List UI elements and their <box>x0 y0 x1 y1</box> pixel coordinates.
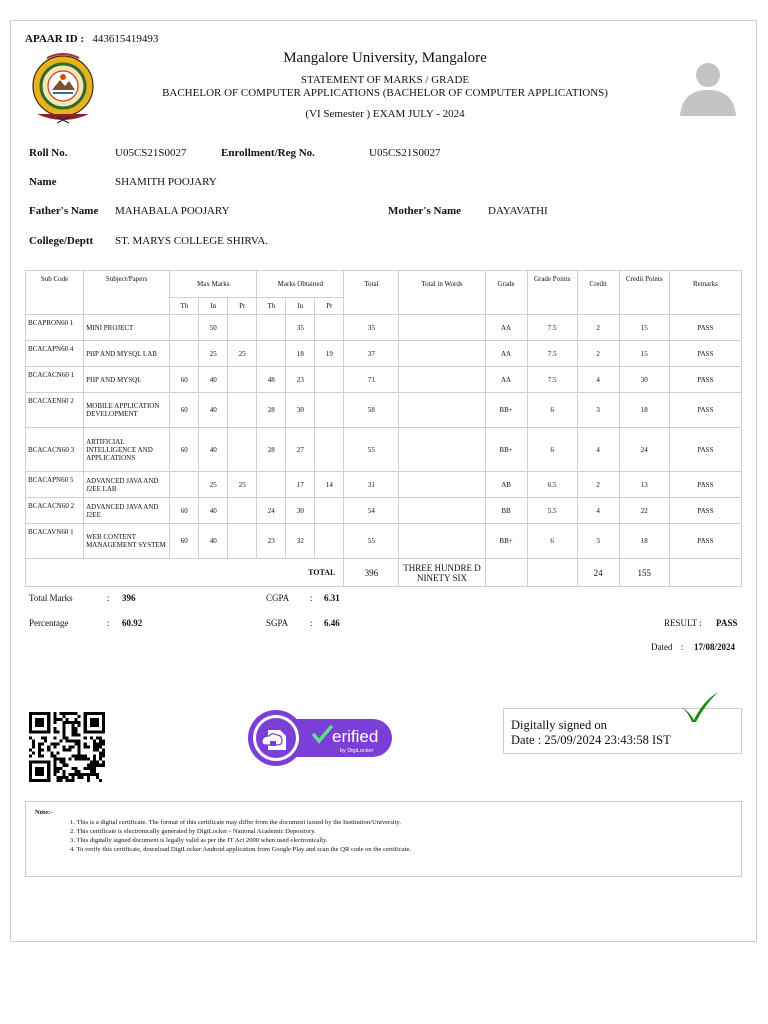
note-item: 2. This certificate is electronically generated by DigiLocker - National Academic Depository. <box>70 828 316 835</box>
table-row <box>26 524 742 559</box>
max-in-cell: 25 <box>199 472 228 498</box>
header-total: Total <box>344 271 399 315</box>
max-pr-cell: 25 <box>228 341 257 367</box>
note-item: 1. This is a digital certificate. The format of this certificate may differ from the document issued by the Institution/University. <box>70 819 402 826</box>
program-name: BACHELOR OF COMPUTER APPLICATIONS (BACHELOR OF COMPUTER APPLICATIONS) <box>162 87 608 99</box>
words-cell <box>399 341 485 367</box>
max-in-cell: 40 <box>199 498 228 524</box>
words-cell <box>399 367 485 393</box>
words-cell <box>399 472 485 498</box>
table-row <box>26 315 742 341</box>
subject-cell: PHP AND MYSQL LAB <box>84 341 170 367</box>
credit-cell: 4 <box>577 498 619 524</box>
max-th-cell: 60 <box>170 367 199 393</box>
grade-points-cell: 7.5 <box>527 367 577 393</box>
enroll-label: Enrollment/Reg No. <box>221 147 315 159</box>
table-row <box>26 498 742 524</box>
university-name: Mangalore University, Mangalore <box>283 50 487 66</box>
max-pr-cell <box>228 393 257 428</box>
header-total-words: Total in Words <box>399 271 485 315</box>
subject-cell: WEB CONTENT MANAGEMENT SYSTEM <box>84 524 170 559</box>
ob-pr-cell <box>315 367 344 393</box>
sgpa-value: 6.46 <box>324 618 340 628</box>
remarks-cell: PASS <box>669 367 741 393</box>
ob-th-cell: 24 <box>257 498 286 524</box>
words-cell <box>399 428 485 472</box>
college-label: College/Deptt <box>29 235 94 247</box>
remarks-cell: PASS <box>669 498 741 524</box>
ob-in-cell: 30 <box>286 498 315 524</box>
percentage-label: Percentage <box>29 618 69 628</box>
note-item: 3. This digitally signed document is legally valid as per the IT Act 2000 when used electronically. <box>70 837 328 844</box>
ob-in-cell: 35 <box>286 315 315 341</box>
total-cell: 37 <box>344 341 399 367</box>
cgpa-label: CGPA <box>266 593 290 603</box>
father-value: MAHABALA POOJARY <box>115 205 230 217</box>
max-th-cell: 60 <box>170 498 199 524</box>
header-grade-points: Grade Points <box>527 271 577 315</box>
credit-points-cell: 18 <box>619 393 669 428</box>
name-value: SHAMITH POOJARY <box>115 176 217 188</box>
header-credit: Credit <box>577 271 619 315</box>
credit-points-cell: 18 <box>619 524 669 559</box>
ob-th-cell <box>257 341 286 367</box>
dated-label: Dated <box>651 642 673 652</box>
ob-pr-cell <box>315 428 344 472</box>
sgpa-label: SGPA <box>266 618 289 628</box>
ob-in-cell: 27 <box>286 428 315 472</box>
grade-points-cell: 6 <box>527 524 577 559</box>
remarks-cell: PASS <box>669 315 741 341</box>
ob-in-cell: 32 <box>286 524 315 559</box>
enroll-value: U05CS21S0027 <box>369 147 441 159</box>
student-photo-placeholder <box>676 58 740 116</box>
total-row <box>26 559 742 587</box>
grade-cell: AA <box>485 315 527 341</box>
grade-points-cell: 6.5 <box>527 472 577 498</box>
notes-section <box>25 801 742 877</box>
qr-code <box>29 712 105 782</box>
ob-in-cell: 18 <box>286 341 315 367</box>
table-row <box>26 393 742 428</box>
words-cell <box>399 315 485 341</box>
total-cell: 71 <box>344 367 399 393</box>
header-credit-points: Credit Points <box>619 271 669 315</box>
total-cell: 35 <box>344 315 399 341</box>
ob-th-cell <box>257 472 286 498</box>
credit-points-cell: 30 <box>619 367 669 393</box>
max-in-cell: 40 <box>199 428 228 472</box>
header-ob-in: In <box>286 298 315 315</box>
credit-cell: 2 <box>577 315 619 341</box>
subject-cell: PHP AND MYSQL <box>84 367 170 393</box>
grade-points-cell: 7.5 <box>527 315 577 341</box>
grade-points-cell: 6 <box>527 428 577 472</box>
colon: : <box>310 618 313 628</box>
ob-th-cell <box>257 315 286 341</box>
header-max-marks: Max Marks <box>170 271 257 298</box>
grade-points-cell: 6 <box>527 393 577 428</box>
sub-code-cell: BCAPRON60 1 <box>26 315 84 341</box>
max-th-cell: 60 <box>170 428 199 472</box>
total-credit-points-cell: 155 <box>619 559 669 587</box>
max-pr-cell <box>228 524 257 559</box>
max-pr-cell: 25 <box>228 472 257 498</box>
header-marks-obtained: Marks Obtained <box>257 271 344 298</box>
total-grade-cell <box>485 559 527 587</box>
ob-pr-cell <box>315 393 344 428</box>
grade-cell: AA <box>485 367 527 393</box>
apaar-value: 443615419493 <box>92 33 159 45</box>
words-cell <box>399 498 485 524</box>
sub-code-cell: BCACACN60 1 <box>26 367 84 393</box>
table-row <box>26 367 742 393</box>
colon: : <box>310 593 313 603</box>
max-pr-cell <box>228 315 257 341</box>
notes-title: Note:- <box>35 809 53 816</box>
ob-pr-cell: 19 <box>315 341 344 367</box>
remarks-cell: PASS <box>669 341 741 367</box>
ob-pr-cell <box>315 315 344 341</box>
roll-label: Roll No. <box>29 147 68 159</box>
result-value: PASS <box>716 618 738 628</box>
grade-cell: AB <box>485 472 527 498</box>
credit-points-cell: 22 <box>619 498 669 524</box>
exam-name: (VI Semester ) EXAM JULY - 2024 <box>305 108 465 120</box>
mother-label: Mother's Name <box>388 205 462 217</box>
badge-subtext: by DigiLocker <box>340 748 374 754</box>
university-seal-logo <box>27 50 99 124</box>
dated-value: 17/08/2024 <box>694 642 736 652</box>
grand-total-cell: 396 <box>344 559 399 587</box>
name-label: Name <box>29 176 57 188</box>
max-in-cell: 40 <box>199 393 228 428</box>
sub-code-cell: BCACAPN60 5 <box>26 472 84 498</box>
verified-digilocker-badge <box>248 708 392 768</box>
marks-table <box>25 270 742 587</box>
subject-cell: MOBILE APPLICATION DEVELOPMENT <box>84 393 170 428</box>
grade-points-cell: 5.5 <box>527 498 577 524</box>
grade-points-cell: 7.5 <box>527 341 577 367</box>
total-credit-cell: 24 <box>577 559 619 587</box>
max-th-cell <box>170 315 199 341</box>
max-th-cell <box>170 472 199 498</box>
header-ob-pr: Pr <box>315 298 344 315</box>
max-pr-cell <box>228 367 257 393</box>
total-gp-cell <box>527 559 577 587</box>
header-max-in: In <box>199 298 228 315</box>
note-item: 4. To verify this certificate, download DigiLocker Android application from Google Play and scan the QR code on the certificate. <box>70 846 412 853</box>
grade-cell: BB <box>485 498 527 524</box>
total-marks-value: 396 <box>122 593 136 603</box>
words-cell <box>399 393 485 428</box>
header-subject: Subject/Papers <box>84 271 170 315</box>
max-th-cell: 60 <box>170 524 199 559</box>
apaar-id <box>25 33 158 45</box>
credit-points-cell: 24 <box>619 428 669 472</box>
grade-cell: BB+ <box>485 428 527 472</box>
max-in-cell: 40 <box>199 524 228 559</box>
credit-cell: 2 <box>577 472 619 498</box>
subject-cell: ARTIFICIAL INTELLIGENCE AND APPLICATIONS <box>84 428 170 472</box>
header-remarks: Remarks <box>669 271 741 315</box>
words-cell <box>399 524 485 559</box>
total-label: TOTAL <box>26 559 344 587</box>
ob-th-cell: 48 <box>257 367 286 393</box>
sub-code-cell: BCACAVN60 1 <box>26 524 84 559</box>
max-in-cell: 25 <box>199 341 228 367</box>
ob-pr-cell <box>315 524 344 559</box>
max-th-cell <box>170 341 199 367</box>
sub-code-cell: BCACACN60 2 <box>26 498 84 524</box>
ob-pr-cell: 14 <box>315 472 344 498</box>
header-grade: Grade <box>485 271 527 315</box>
ob-pr-cell <box>315 498 344 524</box>
colon: : <box>107 618 110 628</box>
father-label: Father's Name <box>29 205 99 217</box>
table-row <box>26 341 742 367</box>
credit-points-cell: 13 <box>619 472 669 498</box>
notes-list <box>70 818 411 854</box>
signature-line-2: Date : 25/09/2024 23:43:58 IST <box>511 733 671 747</box>
total-cell: 58 <box>344 393 399 428</box>
subject-cell: ADVANCED JAVA AND J2EE LAB <box>84 472 170 498</box>
credit-cell: 3 <box>577 393 619 428</box>
credit-cell: 4 <box>577 428 619 472</box>
credit-cell: 2 <box>577 341 619 367</box>
checkmark-icon <box>680 690 720 724</box>
grade-cell: BB+ <box>485 524 527 559</box>
header-max-pr: Pr <box>228 298 257 315</box>
total-cell: 55 <box>344 524 399 559</box>
grand-total-words-cell: THREE HUNDRE D NINETY SIX <box>399 559 485 587</box>
college-value: ST. MARYS COLLEGE SHIRVA. <box>115 235 269 247</box>
max-in-cell: 40 <box>199 367 228 393</box>
ob-in-cell: 30 <box>286 393 315 428</box>
grade-cell: BB+ <box>485 393 527 428</box>
remarks-cell: PASS <box>669 472 741 498</box>
ob-th-cell: 23 <box>257 524 286 559</box>
credit-points-cell: 15 <box>619 315 669 341</box>
grade-cell: AA <box>485 341 527 367</box>
ob-th-cell: 28 <box>257 393 286 428</box>
ob-in-cell: 23 <box>286 367 315 393</box>
table-row <box>26 428 742 472</box>
ob-in-cell: 17 <box>286 472 315 498</box>
total-cell: 55 <box>344 428 399 472</box>
max-th-cell: 60 <box>170 393 199 428</box>
remarks-cell: PASS <box>669 428 741 472</box>
max-pr-cell <box>228 428 257 472</box>
percentage-value: 60.92 <box>122 618 143 628</box>
sub-code-cell: BCACAPN60 4 <box>26 341 84 367</box>
sub-code-cell: BCACAEN60 2 <box>26 393 84 428</box>
header-ob-th: Th <box>257 298 286 315</box>
table-row <box>26 472 742 498</box>
max-pr-cell <box>228 498 257 524</box>
subject-cell: MINI PROJECT <box>84 315 170 341</box>
total-cell: 54 <box>344 498 399 524</box>
total-cell: 31 <box>344 472 399 498</box>
total-remarks-cell <box>669 559 741 587</box>
signature-line-1: Digitally signed on <box>511 718 607 732</box>
header-max-th: Th <box>170 298 199 315</box>
max-in-cell: 50 <box>199 315 228 341</box>
ob-th-cell: 28 <box>257 428 286 472</box>
subject-cell: ADVANCED JAVA AND J2EE <box>84 498 170 524</box>
mother-value: DAYAVATHI <box>488 205 548 217</box>
roll-value: U05CS21S0027 <box>115 147 187 159</box>
total-marks-label: Total Marks <box>29 593 73 603</box>
header-sub-code: Sub Code <box>26 271 84 315</box>
credit-cell: 3 <box>577 524 619 559</box>
badge-text: erified <box>332 727 379 746</box>
result-label: RESULT : <box>664 618 702 628</box>
sub-code-cell: BCACACN60 3 <box>26 428 84 472</box>
remarks-cell: PASS <box>669 393 741 428</box>
colon: : <box>107 593 110 603</box>
apaar-label: APAAR ID : <box>25 33 85 45</box>
statement-title: STATEMENT OF MARKS / GRADE <box>300 74 470 86</box>
credit-points-cell: 15 <box>619 341 669 367</box>
credit-cell: 4 <box>577 367 619 393</box>
colon: : <box>681 642 684 652</box>
remarks-cell: PASS <box>669 524 741 559</box>
cgpa-value: 6.31 <box>324 593 340 603</box>
